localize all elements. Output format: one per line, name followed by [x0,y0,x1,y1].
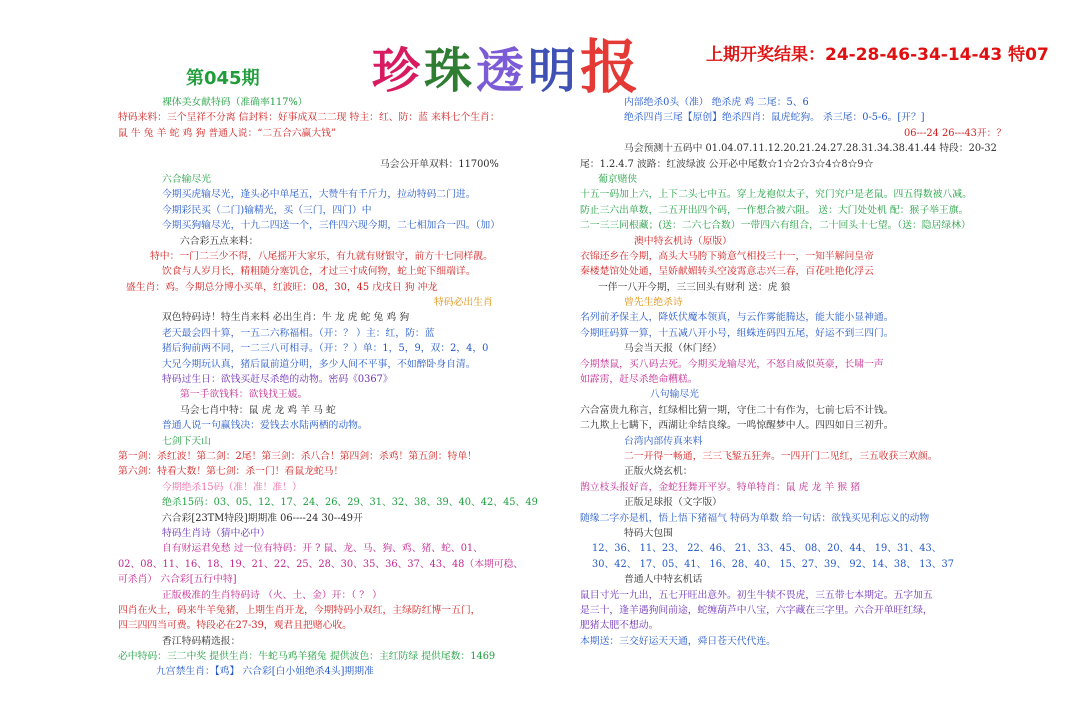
right-text-line: 内部绝杀0头（准） 绝杀虎 鸡 二尾：5、6 [624,97,809,108]
right-text-line: 肥猪太肥不想动。 [580,620,659,632]
right-text-line: 马会当天报（休门经） [624,343,722,355]
left-text-line: 今期彩民买（二门)输精光，买（三门，四门）中 [162,204,372,216]
right-text-line: 十五一码加上六，上下二头七中五。穿上龙袍似太子，究门究户是老鼠。四五得数被八减。 [580,189,972,201]
left-text-line: 可杀肖） 六合彩[五行中特] [118,574,237,586]
last-draw-result: 上期开奖结果：24-28-46-34-14-43 特07 [706,45,1049,65]
left-text-line: 大兄今期玩认真，猪后鼠前道分明，多少人间不平事，不如醉卧身自清。 [162,358,476,370]
right-text-line: 正版火烧玄机： [624,466,693,478]
left-text-line: 马会公开单双料：11700% [380,158,499,170]
right-text-line: 12、36、 11、23、 22、46、 21、33、45、 08、20、44、 19、31、43、 [592,543,942,555]
right-text-line: 一伴一八开今期，三三回头有财利 送：虎 狼 [598,281,791,293]
left-text-line: 猪后狗前两不同，一二三八可相寻。（开：？）单：1，5，9，双：2，4，0 [162,343,489,355]
left-text-line: 第一剑：杀红波！第二剑：2尾！第三剑：杀八合！第四剑：杀鸡！第五剑：特单！ [118,450,477,462]
right-text-line: 二一三三同根藏；(送：二六七合数）一带四六有组合，二十回头十七望。（送：隐居绿林） [580,220,971,232]
right-text-line: 衣锦还乡在今期，高头大马胯下骑意气相投三十一，一知半解问皇帝 [580,250,874,262]
left-text-line: 香江特码精选报： [162,635,241,647]
right-text-line: 六合富贵九称言，红绿相比猜一期，守住二十有作为，七前七后不计钱。 [580,404,894,416]
right-text-line: 绝杀四肖三尾【原创】绝杀四肖：鼠虎蛇狗。 杀三尾：0-5-6。[开？] [624,112,925,124]
left-text-line: 第六剑：特看大数！第七剑：杀一门！看鼠龙蛇马！ [118,466,344,478]
left-text-line: 六合彩[23TM特段]期期准 06----24 30--49开 [162,512,363,524]
left-text-line: 今期绝杀15码（准！准！准！） [162,481,302,493]
left-text-line: 今期买狗输尽光，十九二四送一个，三件四六现今期，二七相加合一四。（加） [162,220,500,232]
left-text-line: 02、08、11、16、18、19、21、22、25、28、30、35、36、37、43、48（本期可稳、 [118,558,524,570]
left-text-line: 马会七肖中特：鼠 虎 龙 鸡 羊 马 蛇 [180,404,336,416]
right-text-line: 本期送：三交好运天天通，舜日苍天代代连。 [580,635,776,647]
right-text-line: 是三十，逢羊遇狗间前途，蛇缠葫芦中八宝，六字藏在三字里。六合开单旺红绿， [580,604,933,616]
left-text-line: 四三四四当可费。特段必在27-39，观君且把赌心收。 [118,620,352,632]
right-text-line: 二九欺上七瞒下，西湖让伞结良缘。一鸣惊醒梦中人。四四如日三初升。 [580,420,894,432]
right-text-line: 秦楼楚馆处处通，呈娇献媚转头空凌霄意志兴三春，百花吐艳化浮云 [580,266,874,278]
left-text-line: 鼠 牛 兔 羊 蛇 鸡 狗 普通人说：“二五合六赢大钱” [118,127,336,139]
right-text-line: 今期禁鼠，买八码去死。今期买龙输尽光，不怒自威似英豪，长啸一声 [580,358,884,370]
right-text-line: 八句输尽光 [650,389,699,401]
right-column [580,95,1042,649]
left-text-line: 六合彩五点来料： [180,235,259,247]
right-text-line: 葡京赌侠 [598,173,638,185]
left-text-line: 必中特码：三二中奖 提供生肖：牛蛇马鸡羊猪兔 提供波色：主红防绿 提供尾数：1469 [118,651,496,663]
right-text-line: 二一开得一畅通，三三飞錾五狂奔。一四开门二见红，三五收获三欢颜。 [624,450,938,462]
issue-number: 第045期 [186,68,260,89]
left-text-line: 老天最会四十算，一五二六称福相。（开：？ ）主：红，防：蓝 [162,327,435,339]
right-text-line: 普通人中特玄机话 [624,574,703,586]
title-char-1: 珍 [372,43,425,99]
left-text-line: 九宫禁生肖：【鸡】 六合彩[白小姐绝杀4头]期期准 [156,666,374,678]
left-text-line: 特码生肖诗（猜中必中） [162,527,270,539]
right-text-line: 台湾内部传真来料 [624,435,703,447]
left-text-line: 自有财运君免愁 过一位有特码：开 ? 鼠、龙、马、狗、鸡、猪、蛇、01、 [162,543,483,555]
right-text-line: 澳中特玄机诗（原版） [634,235,732,247]
right-text-line: 今期旺码算一算，十五减八开小号，组蛛连码四五尾，好运不到三四门。 [580,327,894,339]
left-text-line [118,141,538,156]
title-char-4: 明 [528,43,581,99]
right-text-line: 鹊立枝头报好音，金蛇狂舞开平岁。特单特肖：鼠 虎 龙 羊 猴 猪 [580,481,861,493]
left-text-line: 第一手欲钱料：欲钱找王媛。 [180,389,308,401]
left-text-line: 盛生肖：鸡。今期总分博小买单，红波旺：08，30，45 戊戌日 狗 冲龙 [126,281,438,293]
right-text-line: 曾先生绝杀诗 [624,297,683,309]
left-text-line: 特码来料：三个呈祥不分离 信封料：好事成双二二现 特主：红、防：蓝 来料七个生肖： [118,112,500,124]
right-text-line: 鼠目寸光一九出，五七开旺出意外。初生牛犊不畏虎，三五带七本期定。五字加五 [580,589,933,601]
title-char-3: 透 [476,43,529,99]
left-text-line: 四肖在火土，码来牛羊兔猪，上期生肖开龙，今期特码小双红，主绿防红博一五门， [118,604,481,616]
newspaper-header [0,0,1080,101]
left-text-line: 六合输尽光 [162,173,211,185]
left-text-line: 饮食与人岁月长，精粗随分塞饥仓，才过三寸成何物，蛇上蛇下细端详。 [162,266,476,278]
right-text-line: 正版足球报（文字版） [624,497,722,509]
right-text-line: 尾：1.2.4.7 波路：红波绿波 公开必中尾数☆1☆2☆3☆4☆8☆9☆ [580,158,874,170]
right-text-line: 特码大包围 [624,527,673,539]
left-text-line: 双色特码诗！特生肖来料 必出生肖：牛 龙 虎 蛇 兔 鸡 狗 [162,312,410,324]
right-text-line: 06---24 26---43开：？ [904,127,1007,139]
right-text-line: 30、42、 17、05、41、 16、28、40、 15、27、39、 92、14、38、 13、37 [592,558,954,570]
right-text-line: 马会预测十五码中 01.04.07.11.12.20.21.24.27.28.31.34.38.41.44 特段：20-32 [624,143,997,155]
right-text-line: 防止三六出单数，二五开出四个码，一作想合被六阻。 送：大门处处机 配：猴子举王旗。 [580,204,969,216]
left-text-line: 七剑下天山 [162,435,211,447]
left-text-line: 特中：一门二三少不得，八尾摇开大家乐，有九就有财银守，前方十七同样靓。 [150,250,493,262]
left-text-line: 绝杀15码：03、05、12、17、24、26、29、31、32、38、39、40、42、45、49 [162,497,538,509]
right-text-line: 名列前矛保主人，降妖伏魔本领真，与云作雾能腾达，能大能小显神通。 [580,312,894,324]
left-column [118,95,538,680]
left-text-line: 普通人说一句赢钱决：爱钱去水陆两栖的动物。 [162,420,368,432]
left-text-line: 正版极准的生肖特码诗 （火、土、金）开：（ ？ ） [162,589,382,601]
left-text-line: 特码必出生肖 [434,297,493,309]
title-char-5: 报 [580,33,643,101]
left-text-line: 特码过生日：欲钱买赶尽杀绝的动物。密码《0367》 [162,374,393,386]
right-text-line: 随缘二字亦是机，悟上悟下猪福气 特码为单数 给一句话：欲钱买见利忘义的动物 [580,512,930,524]
right-text-line: 如霹雳，赶尽杀绝命糟糕。 [580,374,698,386]
left-text-line: 今期买虎输尽光，逢头必中单尾五，大赞牛有千斤力，拉动特码二门进。 [162,189,476,201]
left-text-line: 裸体美女献特码（准确率117%） [162,97,308,108]
title-char-2: 珠 [424,43,477,99]
newspaper-title [372,20,642,104]
